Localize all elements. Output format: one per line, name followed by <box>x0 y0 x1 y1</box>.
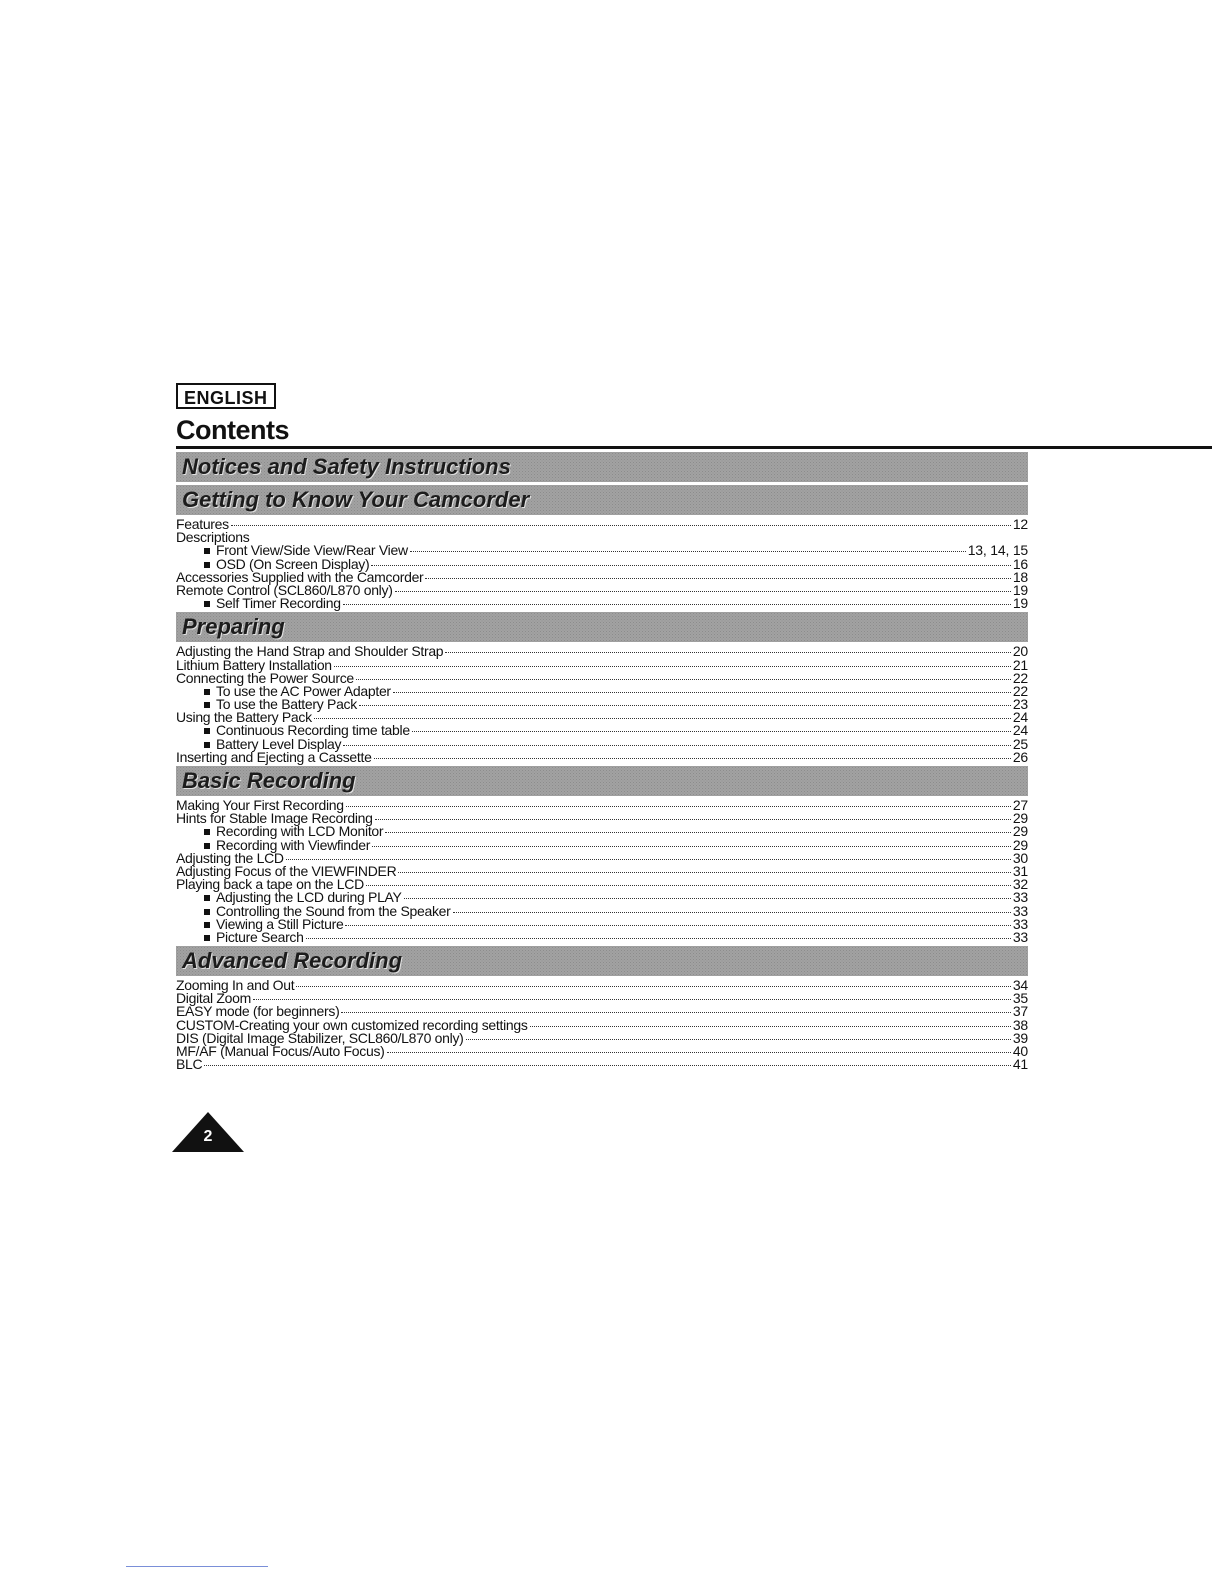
entry-page-number: 24 <box>1012 722 1028 739</box>
entry-label <box>176 597 341 610</box>
entry-text: CUSTOM-Creating your own customized recording settings <box>176 1016 528 1033</box>
square-bullet-icon <box>204 922 210 928</box>
entry-text: OSD (On Screen Display) <box>216 555 370 572</box>
entry-text: DIS (Digital Image Stabilizer, SCL860/L870 only) <box>176 1029 464 1046</box>
square-bullet-icon <box>204 935 210 941</box>
entry-text: Continuous Recording time table <box>216 722 410 739</box>
entry-label <box>176 748 372 765</box>
dot-leader <box>445 652 1011 653</box>
entry-page-number: 19 <box>1012 581 1028 598</box>
section-title: Getting to Know Your Camcorder <box>182 487 530 512</box>
entry-page-number: 24 <box>1012 709 1028 726</box>
section-title: Preparing <box>182 614 285 640</box>
dot-leader <box>306 938 1011 939</box>
entry-list <box>176 799 1028 944</box>
page-number-marker <box>172 1112 244 1152</box>
entry-page-number: 35 <box>1012 990 1028 1007</box>
toc-entry[interactable] <box>176 748 1028 765</box>
entry-text: Hints for Stable Image Recording <box>176 810 373 827</box>
dot-leader <box>346 806 1011 807</box>
dot-leader <box>253 999 1011 1000</box>
dot-leader <box>466 1039 1011 1040</box>
entry-text: Viewing a Still Picture <box>216 915 344 932</box>
square-bullet-icon <box>204 702 210 708</box>
dot-leader <box>404 898 1011 899</box>
square-bullet-icon <box>204 895 210 901</box>
section-header[interactable] <box>176 766 1028 796</box>
page-title: Contents <box>176 415 289 445</box>
entry-page-number: 33 <box>1012 915 1028 932</box>
entry-text: Zooming In and Out <box>176 977 295 994</box>
dot-leader <box>359 705 1011 706</box>
entry-page-number: 31 <box>1012 862 1028 879</box>
entry-page-number: 20 <box>1012 643 1028 660</box>
dot-leader <box>530 1026 1011 1027</box>
section-header[interactable] <box>176 612 1028 642</box>
toc-section <box>176 452 1028 482</box>
toc-entry[interactable] <box>176 1058 1028 1071</box>
dot-leader <box>296 986 1010 987</box>
toc-section <box>176 946 1028 1071</box>
table-of-contents <box>176 452 1028 1073</box>
entry-text: Front View/Side View/Rear View <box>216 542 408 559</box>
entry-page-number: 33 <box>1012 928 1028 945</box>
entry-text: Accessories Supplied with the Camcorder <box>176 568 424 585</box>
entry-text: Recording with Viewfinder <box>216 836 371 853</box>
entry-text: Adjusting the LCD <box>176 849 284 866</box>
dot-leader <box>341 1012 1010 1013</box>
square-bullet-icon <box>204 728 210 734</box>
entry-label <box>176 1045 385 1058</box>
entry-text: Inserting and Ejecting a Cassette <box>176 748 372 765</box>
toc-entry[interactable] <box>176 1045 1028 1058</box>
entry-text: Playing back a tape on the LCD <box>176 876 364 893</box>
language-label: ENGLISH <box>176 383 276 409</box>
entry-text: Features <box>176 516 229 532</box>
square-bullet-icon <box>204 689 210 695</box>
dot-leader <box>375 819 1011 820</box>
dot-leader <box>374 758 1011 759</box>
entry-text: To use the Battery Pack <box>216 696 357 713</box>
toc-subentry[interactable] <box>176 915 1028 932</box>
square-bullet-icon <box>204 843 210 849</box>
entry-page-number: 40 <box>1012 1043 1028 1059</box>
dot-leader <box>231 525 1011 526</box>
toc-section <box>176 612 1028 764</box>
dot-leader <box>345 925 1010 926</box>
entry-page-number: 22 <box>1012 669 1028 686</box>
entry-label <box>176 928 304 945</box>
dot-leader <box>425 578 1010 579</box>
entry-text: Lithium Battery Installation <box>176 656 332 673</box>
entry-page-number: 22 <box>1012 682 1028 699</box>
entry-page-number: 23 <box>1012 696 1028 713</box>
toc-section <box>176 766 1028 944</box>
toc-subentry[interactable] <box>176 836 1028 853</box>
dot-leader <box>356 679 1011 680</box>
entry-list <box>176 979 1028 1071</box>
toc-entry[interactable] <box>176 979 1028 992</box>
entry-page-number: 33 <box>1012 902 1028 919</box>
entry-text: BLC <box>176 1056 203 1073</box>
entry-page-number: 33 <box>1012 889 1028 906</box>
entry-text: MF/AF (Manual Focus/Auto Focus) <box>176 1043 385 1059</box>
entry-label <box>176 1058 202 1071</box>
dot-leader <box>314 718 1011 719</box>
entry-page-number: 29 <box>1012 810 1028 827</box>
dot-leader <box>334 666 1011 667</box>
entry-list <box>176 518 1028 610</box>
page-number: 2 <box>203 1128 213 1145</box>
square-bullet-icon <box>204 829 210 835</box>
entry-page-number: 12 <box>1012 516 1028 532</box>
entry-list <box>176 645 1028 764</box>
dot-leader <box>343 745 1011 746</box>
entry-page-number: 19 <box>1012 595 1028 612</box>
toc-section <box>176 485 1028 610</box>
section-header[interactable] <box>176 452 1028 482</box>
entry-text: Adjusting Focus of the VIEWFINDER <box>176 862 397 879</box>
entry-text: Making Your First Recording <box>176 797 344 813</box>
dot-leader <box>385 832 1011 833</box>
dot-leader <box>410 551 966 552</box>
entry-page-number: 39 <box>1012 1029 1028 1046</box>
entry-page-number: 16 <box>1012 555 1028 572</box>
toc-subentry[interactable] <box>176 597 1028 610</box>
dot-leader <box>398 872 1010 873</box>
entry-page-number: 25 <box>1012 735 1028 752</box>
square-bullet-icon <box>204 601 210 607</box>
entry-page-number: 37 <box>1012 1003 1028 1020</box>
section-header[interactable] <box>176 485 1028 515</box>
section-title: Basic Recording <box>182 768 356 793</box>
dot-leader <box>395 591 1011 592</box>
section-title: Advanced Recording <box>182 948 403 974</box>
entry-page-number: 30 <box>1012 849 1028 866</box>
dot-leader <box>453 912 1011 913</box>
dot-leader <box>366 885 1011 886</box>
section-header[interactable] <box>176 946 1028 976</box>
square-bullet-icon <box>204 909 210 915</box>
entry-text: Self Timer Recording <box>216 595 341 612</box>
dot-leader <box>204 1065 1010 1066</box>
entry-text: Picture Search <box>216 928 304 945</box>
entry-page-number: 18 <box>1012 568 1028 585</box>
dot-leader <box>286 859 1011 860</box>
entry-page-number: 27 <box>1012 797 1028 813</box>
dot-leader <box>393 692 1011 693</box>
entry-text: Adjusting the Hand Strap and Shoulder Strap <box>176 643 444 660</box>
dot-leader <box>412 731 1011 732</box>
dot-leader <box>372 846 1011 847</box>
entry-text: EASY mode (for beginners) <box>176 1003 340 1020</box>
toc-entry[interactable] <box>176 518 1028 531</box>
entry-page-number: 34 <box>1012 977 1028 994</box>
section-title: Notices and Safety Instructions <box>182 454 511 479</box>
dot-leader <box>343 604 1011 605</box>
entry-text: Adjusting the LCD during PLAY <box>216 889 402 906</box>
square-bullet-icon <box>204 562 210 568</box>
square-bullet-icon <box>204 742 210 748</box>
entry-page-number: 41 <box>1012 1056 1028 1073</box>
entry-text: Digital Zoom <box>176 990 251 1007</box>
entry-text: Remote Control (SCL860/L870 only) <box>176 581 393 598</box>
entry-text: Descriptions <box>176 529 250 546</box>
dot-leader <box>387 1052 1011 1053</box>
entry-text: To use the AC Power Adapter <box>216 682 391 699</box>
entry-text: Battery Level Display <box>216 735 342 752</box>
square-bullet-icon <box>204 548 210 554</box>
entry-page-number: 13, 14, 15 <box>967 542 1028 559</box>
entry-text: Recording with LCD Monitor <box>216 823 384 840</box>
toc-subentry[interactable] <box>176 928 1028 945</box>
footer-divider <box>126 1566 268 1567</box>
entry-page-number: 21 <box>1012 656 1028 673</box>
title-divider <box>176 446 1212 449</box>
entry-text: Controlling the Sound from the Speaker <box>216 902 451 919</box>
entry-page-number: 29 <box>1012 836 1028 853</box>
entry-text: Connecting the Power Source <box>176 669 354 686</box>
entry-page-number: 29 <box>1012 823 1028 840</box>
dot-leader <box>371 565 1010 566</box>
entry-page-number: 26 <box>1012 748 1028 765</box>
entry-page-number: 32 <box>1012 876 1028 893</box>
entry-page-number: 38 <box>1012 1016 1028 1033</box>
entry-text: Using the Battery Pack <box>176 709 312 726</box>
